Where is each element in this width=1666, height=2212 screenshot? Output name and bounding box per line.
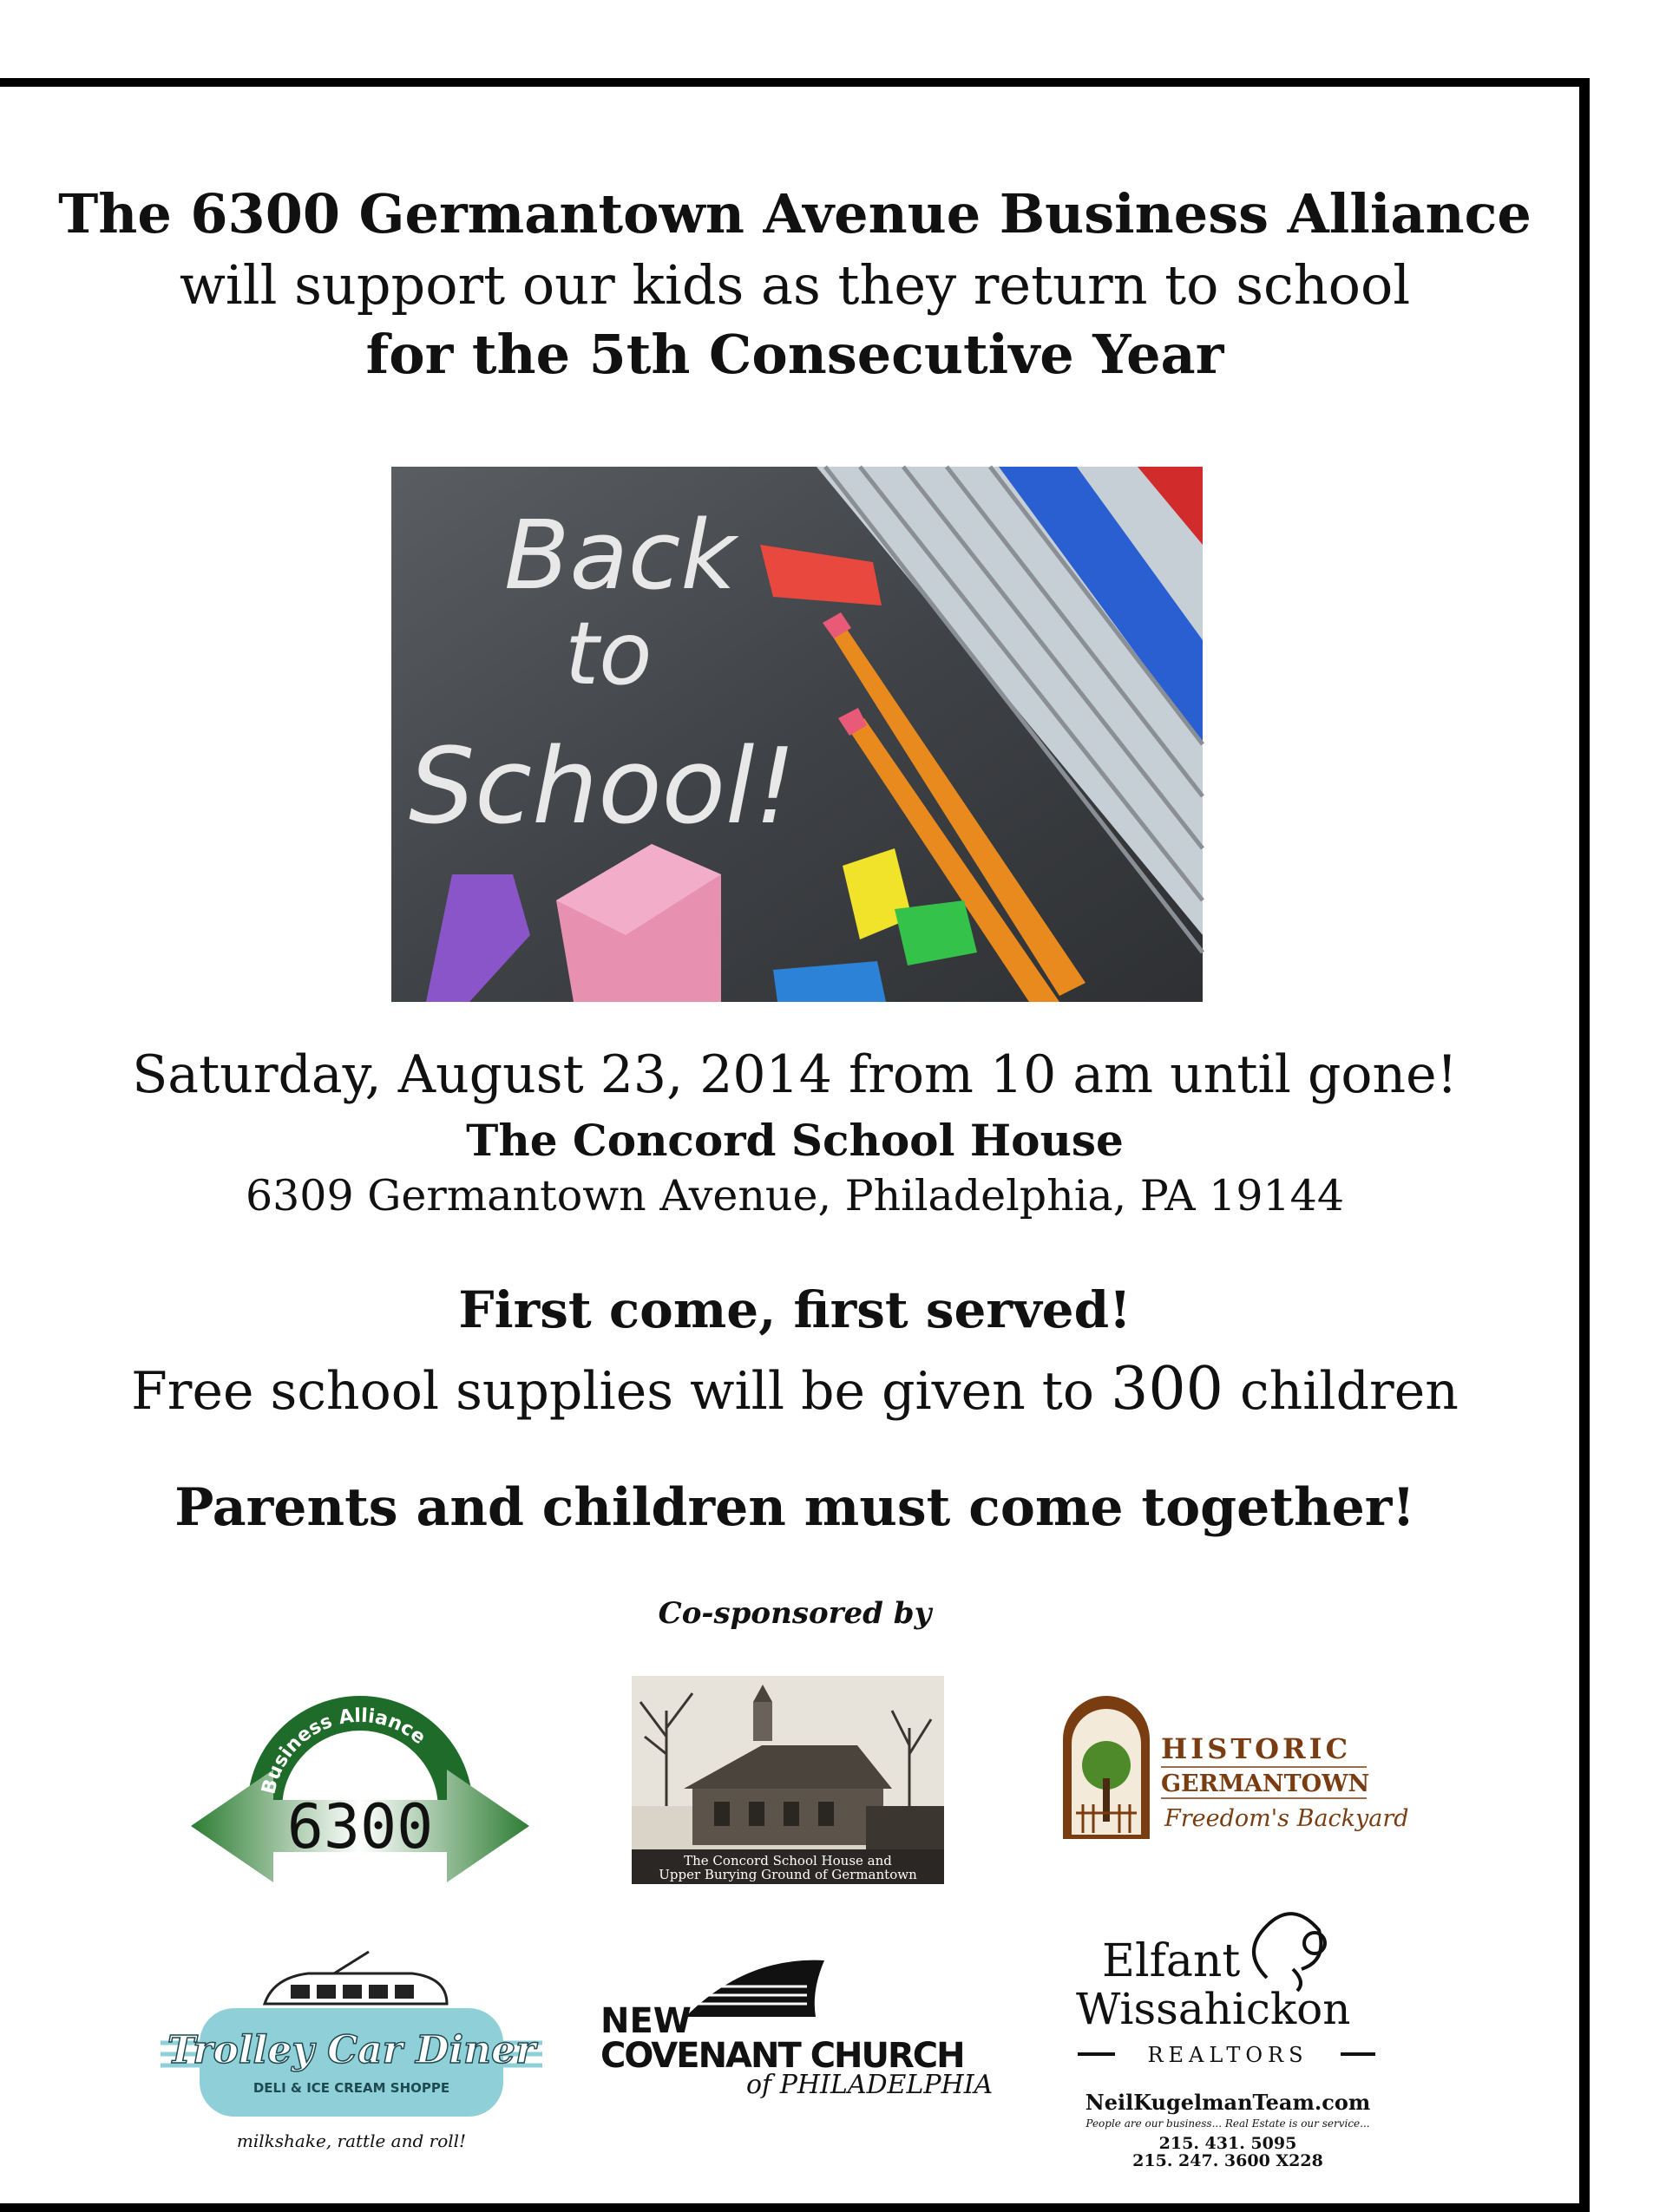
event-date: Saturday, August 23, 2014 from 10 am until gone!	[132, 1044, 1458, 1105]
church-mountain-icon	[685, 1960, 824, 2017]
elfant-slogan: People are our business... Real Estate is our service...	[1086, 2117, 1370, 2130]
headline-support: will support our kids as they return to school	[179, 253, 1411, 317]
concord-caption-2: Upper Burying Ground of Germantown	[659, 1867, 917, 1882]
first-come-headline: First come, first served!	[458, 1280, 1131, 1339]
free-supplies-suffix: children	[1223, 1361, 1459, 1422]
free-supplies-line	[0, 1355, 1590, 1423]
covenant-line1: NEW	[600, 2001, 692, 2041]
alliance-number: 6300	[286, 1791, 434, 1862]
free-supplies-prefix: Free school supplies will be given to	[131, 1361, 1112, 1422]
elfant-website: NeilKugelmanTeam.com	[1085, 2090, 1371, 2115]
elfant-line3: REALTORS	[1147, 2043, 1309, 2067]
chalk-to: to	[565, 603, 653, 704]
children-count: 300	[1111, 1355, 1223, 1423]
covenant-line3: of PHILADELPHIA	[746, 2070, 994, 2100]
chalk-school: School!	[409, 727, 797, 847]
historic-line2: GERMANTOWN	[1161, 1770, 1370, 1797]
concord-school-house-photo	[632, 1676, 944, 1884]
co-sponsored-label: Co-sponsored by	[658, 1596, 932, 1631]
event-address: 6309 Germantown Avenue, Philadelphia, PA 19144	[245, 1171, 1345, 1221]
trolley-sub: DELI & ICE CREAM SHOPPE	[253, 2080, 450, 2096]
back-to-school-image	[391, 467, 1203, 1002]
headline-fifth-year: for the 5th Consecutive Year	[365, 323, 1224, 386]
parents-notice: Parents and children must come together!	[174, 1477, 1415, 1538]
trolley-name: Trolley Car Diner	[167, 2028, 536, 2072]
trolley-tagline: milkshake, rattle and roll!	[236, 2130, 467, 2151]
trolley-icon	[265, 1952, 447, 2004]
alliance-arc-text: Business Alliance	[258, 1705, 430, 1796]
elfant-line2: Wissahickon	[1076, 1984, 1351, 2034]
squirrel-icon	[1254, 1914, 1325, 1991]
concord-caption-1: The Concord School House and	[684, 1853, 892, 1868]
historic-tagline: Freedom's Backyard	[1164, 1805, 1409, 1832]
business-alliance-logo	[191, 1692, 529, 1904]
headline-alliance: The 6300 Germantown Avenue Business Alliance	[58, 182, 1532, 245]
elfant-wissahickon-logo	[1067, 1882, 1397, 2203]
covenant-line2: COVENANT CHURCH	[600, 2036, 964, 2076]
historic-line1: HISTORIC	[1161, 1732, 1352, 1765]
elfant-line1: Elfant	[1102, 1935, 1241, 1987]
historic-germantown-logo	[1059, 1696, 1409, 1843]
elfant-phone1: 215. 431. 5095	[1158, 2134, 1297, 2153]
event-venue: The Concord School House	[466, 1115, 1124, 1166]
new-covenant-church-logo	[599, 1956, 994, 2100]
chalk-back: Back	[504, 500, 737, 611]
elfant-phone2: 215. 247. 3600 X228	[1132, 2151, 1323, 2170]
trolley-car-diner-logo	[161, 1952, 542, 2160]
